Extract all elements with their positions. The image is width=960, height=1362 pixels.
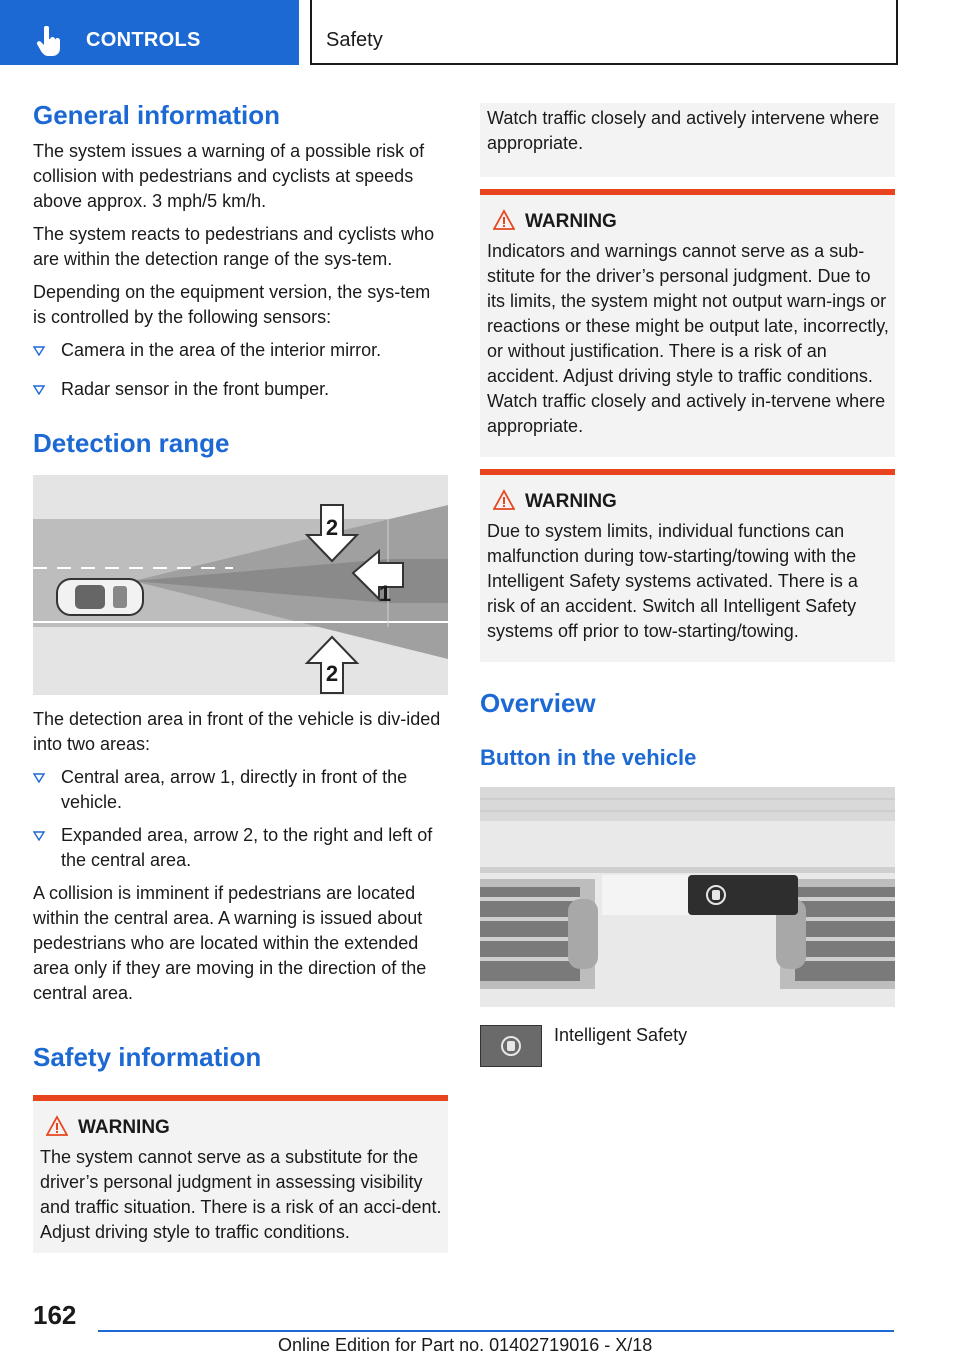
warning-triangle-icon [46, 1115, 68, 1137]
right-column [480, 103, 895, 1069]
list-item [33, 377, 448, 402]
warning-box-1 [33, 1095, 448, 1253]
detection-range-heading: Detection range [33, 428, 230, 458]
sensor-item: Radar sensor in the front bumper. [61, 379, 330, 399]
arrow-label-middle: 1 [378, 581, 392, 606]
bullet-triangle-icon [33, 346, 45, 356]
area-item: Expanded area, arrow 2, to the right and left of the central area. [61, 825, 433, 870]
overview-heading: Overview [480, 688, 596, 718]
warning-header [40, 1115, 442, 1145]
warning-title: WARNING [525, 491, 617, 512]
detection-range-diagram [33, 475, 448, 695]
arrow-label-top: 2 [325, 515, 339, 540]
bullet-triangle-icon [33, 385, 45, 395]
hand-pointer-icon [36, 26, 64, 56]
intelligent-safety-button [688, 875, 798, 915]
section-tab[interactable] [0, 0, 299, 65]
footer-rule [98, 1330, 894, 1332]
chapter-title-box [310, 0, 898, 65]
button-legend-label: Intelligent Safety [554, 1025, 688, 1045]
page-number: 162 [33, 1300, 77, 1330]
warning-continuation [480, 103, 895, 177]
button-in-vehicle-heading: Button in the vehicle [480, 745, 697, 770]
chapter-title: Safety [326, 29, 383, 51]
edition-info: Online Edition for Part no. 01402719016 - X/18 [278, 1335, 653, 1355]
car-shield-icon [481, 1026, 541, 1066]
detection-range-illustration [33, 475, 448, 695]
intelligent-safety-button-icon [480, 1025, 542, 1067]
section-label: CONTROLS [86, 29, 201, 51]
warning-text: Due to system limits, individual functions can malfunction during tow-starting/towing with the Intelligent Safety systems activated. There is a risk of an accident. Switch all Intelligent Safety systems off prior to tow-starting/towing. [487, 521, 858, 641]
left-column [33, 100, 448, 1253]
left-air-vent [480, 879, 598, 989]
detection-paragraph-2: A collision is imminent if pedestrians are located within the central area. A warning is issued about pedestrians who are located within the extended area only if they are moving in the direction of the central area. [33, 883, 427, 1003]
list-item [33, 338, 448, 363]
warning-triangle-icon [493, 209, 515, 231]
arrow-label-bottom: 2 [325, 661, 339, 686]
warning-triangle-icon [493, 489, 515, 511]
continued-warning-text: Watch traffic closely and actively intervene where appropriate. [487, 108, 880, 153]
safety-information-heading: Safety information [33, 1042, 262, 1072]
warning-header [487, 209, 889, 239]
general-information-heading: General information [33, 100, 281, 130]
list-item [33, 823, 448, 873]
warning-box-2 [480, 189, 895, 457]
detection-paragraph-1: The detection area in front of the vehicle is div‐ided into two areas: [33, 709, 441, 754]
sensor-item: Camera in the area of the interior mirror. [61, 340, 382, 360]
general-paragraph-2: The system reacts to pedestrians and cyclists who are within the detection range of the sys‐tem. [33, 224, 435, 269]
warning-text: The system cannot serve as a substitute for the driver’s personal judgment in assessing visibility and traffic situation. There is a risk of an acci‐dent. Adjust driving style to traffic conditions. [40, 1147, 442, 1242]
bullet-triangle-icon [33, 831, 45, 841]
dashboard-illustration [480, 787, 895, 1007]
area-item: Central area, arrow 1, directly in front of the vehicle. [61, 767, 408, 812]
button-legend [480, 1025, 895, 1069]
warning-title: WARNING [525, 211, 617, 232]
warning-header [487, 489, 889, 519]
bullet-triangle-icon [33, 773, 45, 783]
general-paragraph-1: The system issues a warning of a possible risk of collision with pedestrians and cyclists at speeds above approx. 3 mph/5 km/h. [33, 141, 425, 211]
dashboard-button-photo [480, 787, 895, 1007]
general-paragraph-3: Depending on the equipment version, the sys‐tem is controlled by the following sensors: [33, 282, 431, 327]
list-item [33, 765, 448, 815]
warning-text: Indicators and warnings cannot serve as a sub‐stitute for the driver’s personal judgment. Due to its limits, the system might not output warn‐ings or reactions or these might be output late, incorrectly, or without justification. There is a risk of an accident. Adjust driving style to traffic conditions. Watch traffic closely and actively in‐tervene where appropriate. [487, 241, 889, 436]
warning-box-3 [480, 469, 895, 662]
car-top-view-icon [57, 579, 143, 615]
warning-title: WARNING [78, 1117, 170, 1138]
